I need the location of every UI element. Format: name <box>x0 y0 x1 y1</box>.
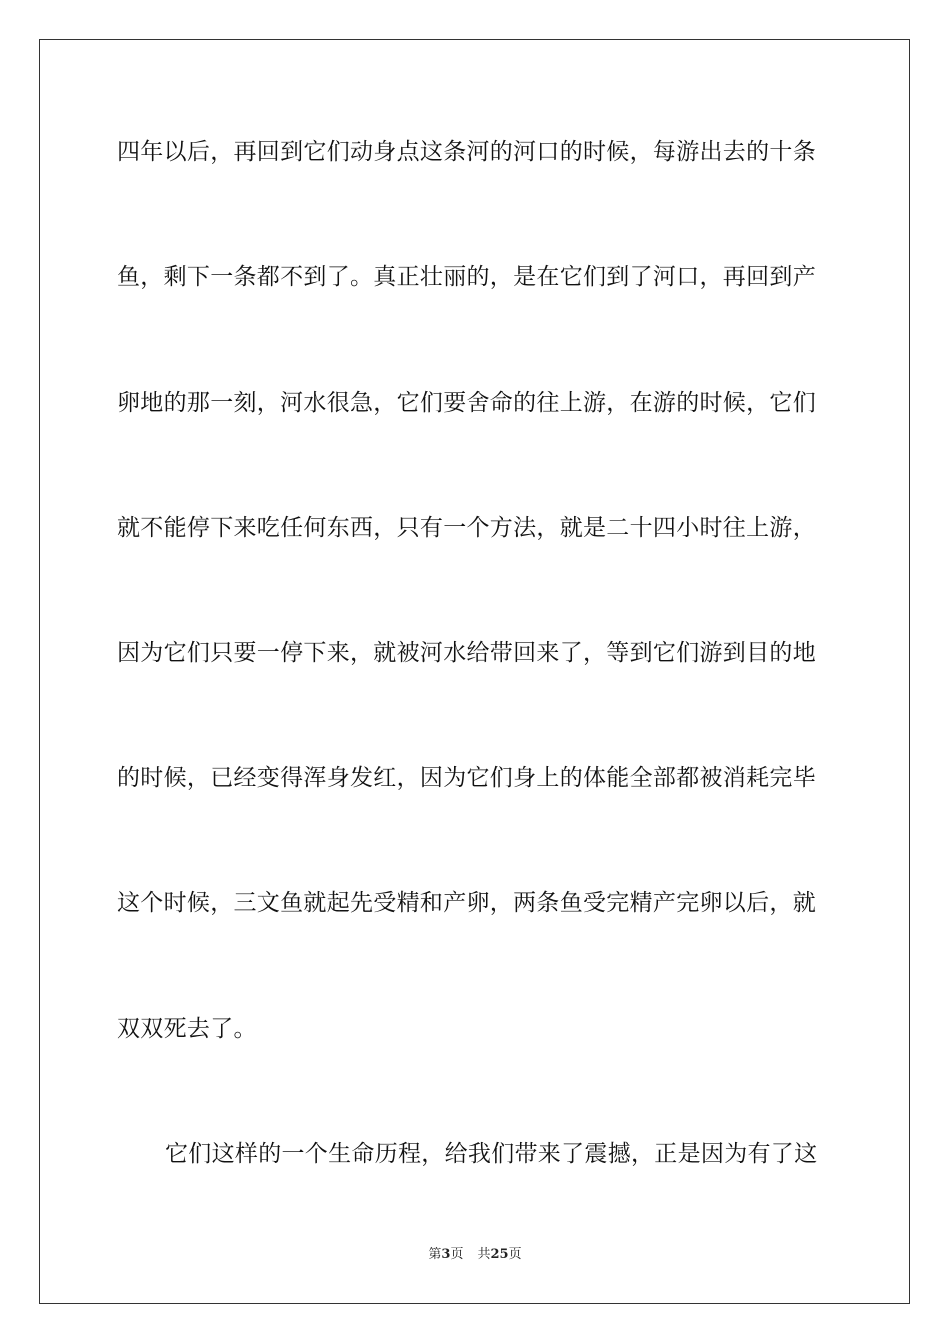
text-line-5: 因为它们只要一停下来，就被河水给带回来了，等到它们游到目的地 <box>117 640 816 666</box>
page-prefix: 第 <box>428 1247 442 1262</box>
text-line-2: 鱼，剩下一条都不到了。真正壮丽的，是在它们到了河口，再回到产 <box>117 264 816 290</box>
text-line-9-paragraph-start: 它们这样的一个生命历程，给我们带来了震撼，正是因为有了这 <box>165 1141 818 1167</box>
total-prefix: 共 <box>477 1247 491 1262</box>
total-suffix: 页 <box>508 1247 522 1262</box>
text-line-6: 的时候，已经变得浑身发红，因为它们身上的体能全部都被消耗完毕 <box>117 765 816 791</box>
text-line-8: 双双死去了。 <box>117 1016 257 1042</box>
text-line-3: 卵地的那一刻，河水很急，它们要舍命的往上游，在游的时候，它们 <box>117 390 816 416</box>
page-footer <box>0 1246 950 1264</box>
text-line-7: 这个时候，三文鱼就起先受精和产卵，两条鱼受完精产完卵以后，就 <box>117 890 816 916</box>
page-suffix: 页 <box>450 1247 464 1262</box>
page-number: 3 <box>441 1247 451 1262</box>
text-line-4: 就不能停下来吃任何东西，只有一个方法，就是二十四小时往上游， <box>117 515 816 541</box>
total-pages: 25 <box>490 1247 509 1262</box>
page-frame <box>39 39 910 1304</box>
text-line-1: 四年以后，再回到它们动身点这条河的河口的时候，每游出去的十条 <box>117 139 816 165</box>
